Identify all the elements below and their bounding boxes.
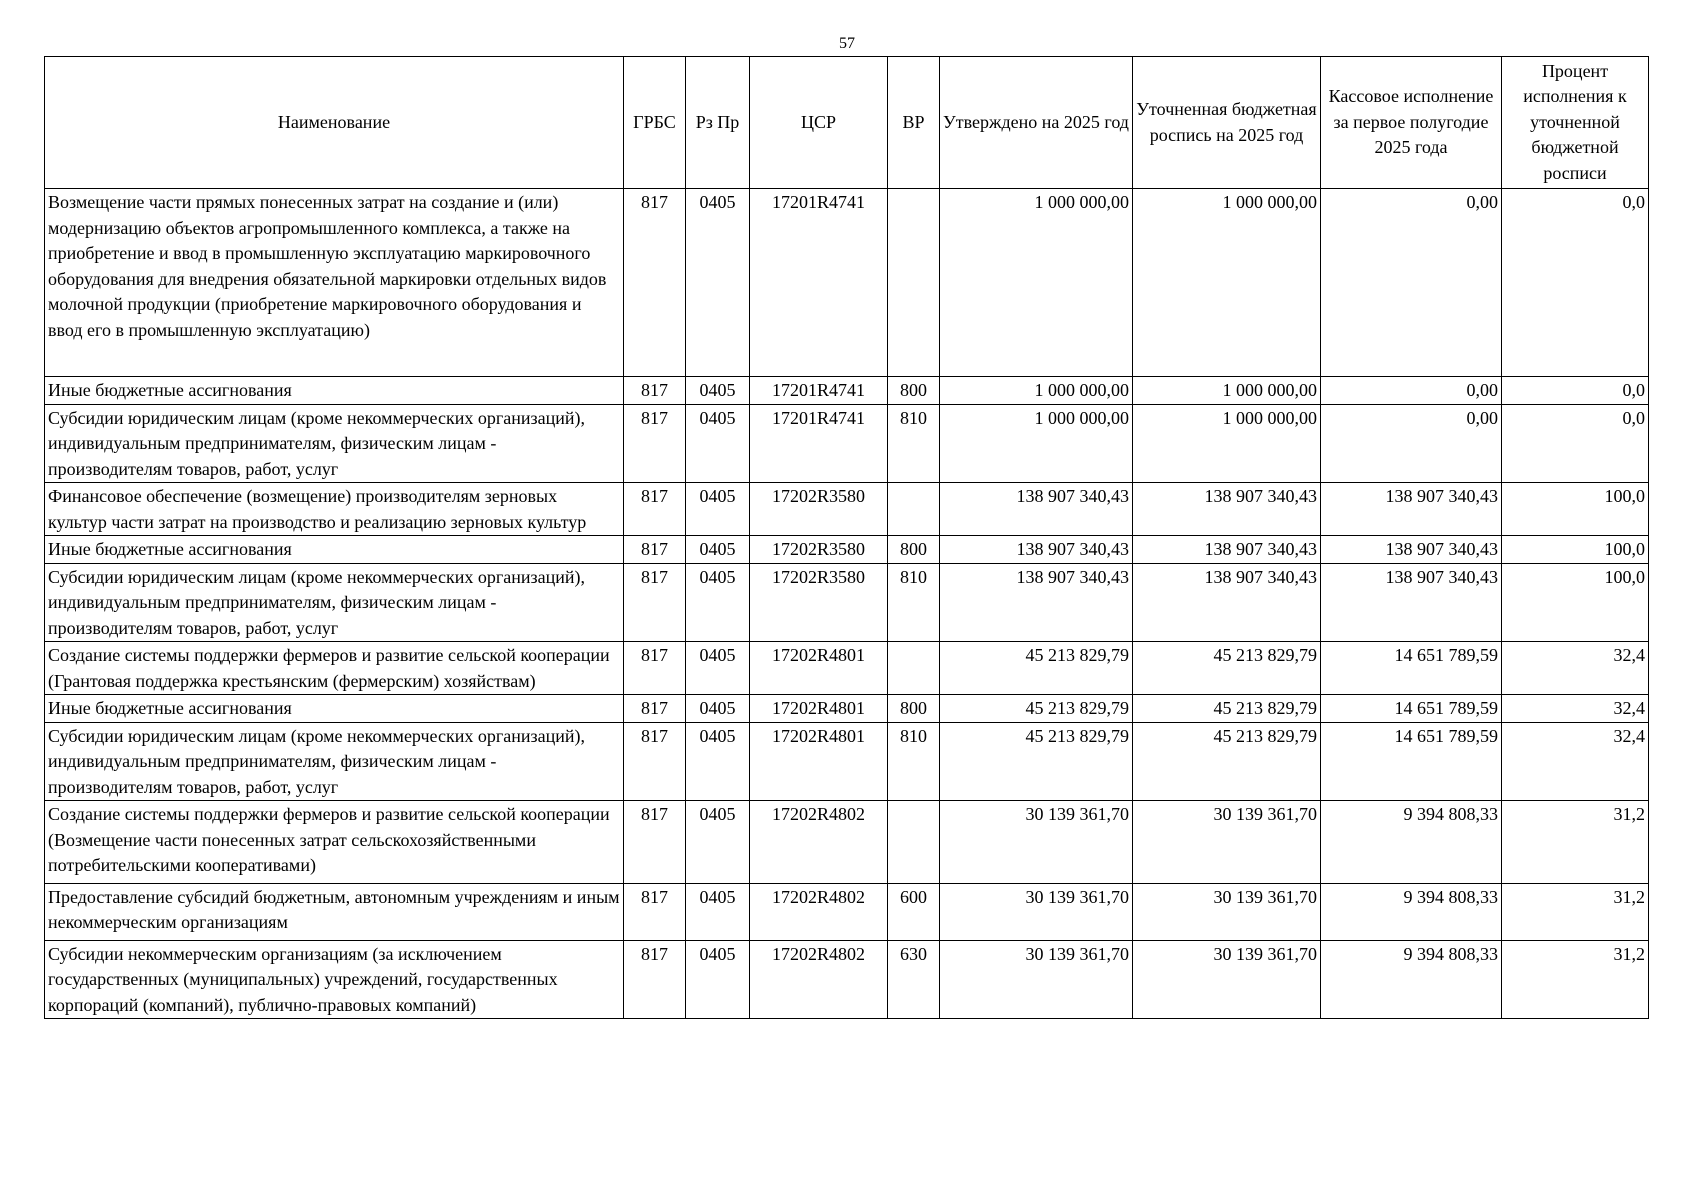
- cell-rzpr: 0405: [686, 883, 750, 940]
- cell-csr: 17201R4741: [750, 377, 888, 405]
- cell-grbs: 817: [624, 883, 686, 940]
- header-name: Наименование: [45, 57, 624, 189]
- cell-rzpr: 0405: [686, 404, 750, 483]
- cell-csr: 17201R4741: [750, 404, 888, 483]
- cell-percent: 32,4: [1502, 642, 1649, 695]
- cell-cash: 138 907 340,43: [1321, 483, 1502, 536]
- cell-rzpr: 0405: [686, 536, 750, 564]
- cell-cash: 9 394 808,33: [1321, 940, 1502, 1019]
- cell-vr: 810: [888, 563, 940, 642]
- cell-percent: 100,0: [1502, 483, 1649, 536]
- cell-grbs: 817: [624, 695, 686, 723]
- cell-vr: 810: [888, 404, 940, 483]
- cell-percent: 32,4: [1502, 722, 1649, 801]
- cell-grbs: 817: [624, 536, 686, 564]
- cell-percent: 31,2: [1502, 883, 1649, 940]
- cell-approved: 45 213 829,79: [940, 695, 1133, 723]
- cell-cash: 0,00: [1321, 189, 1502, 377]
- cell-approved: 30 139 361,70: [940, 801, 1133, 884]
- cell-cash: 14 651 789,59: [1321, 695, 1502, 723]
- cell-csr: 17202R4802: [750, 940, 888, 1019]
- cell-rzpr: 0405: [686, 940, 750, 1019]
- cell-approved: 1 000 000,00: [940, 377, 1133, 405]
- cell-csr: 17202R4801: [750, 695, 888, 723]
- cell-cash: 0,00: [1321, 377, 1502, 405]
- cell-grbs: 817: [624, 189, 686, 377]
- cell-rzpr: 0405: [686, 563, 750, 642]
- cell-name: Субсидии некоммерческим организациям (за исключением государственных (муниципальных) учреждений, государственных корпораций (компаний), публично-правовых компаний): [45, 940, 624, 1019]
- cell-name: Возмещение части прямых понесенных затрат на создание и (или) модернизацию объектов агропромышленного комплекса, а также на приобретение и ввод в промышленную эксплуатацию маркировочного оборудования для внедрения обязательной маркировки отдельных видов молочной продукции (приобретение маркировочного оборудования и ввод его в промышленную эксплуатацию): [45, 189, 624, 377]
- cell-grbs: 817: [624, 483, 686, 536]
- cell-vr: [888, 642, 940, 695]
- cell-approved: 30 139 361,70: [940, 940, 1133, 1019]
- header-percent: Процент исполнения к уточненной бюджетной росписи: [1502, 57, 1649, 189]
- table-row: [45, 695, 1649, 723]
- cell-vr: 800: [888, 536, 940, 564]
- cell-csr: 17202R3580: [750, 536, 888, 564]
- header-approved: Утверждено на 2025 год: [940, 57, 1133, 189]
- cell-rzpr: 0405: [686, 377, 750, 405]
- cell-percent: 0,0: [1502, 189, 1649, 377]
- cell-cash: 138 907 340,43: [1321, 563, 1502, 642]
- cell-percent: 0,0: [1502, 377, 1649, 405]
- table-row: [45, 883, 1649, 940]
- table-row: [45, 377, 1649, 405]
- cell-grbs: 817: [624, 377, 686, 405]
- cell-cash: 138 907 340,43: [1321, 536, 1502, 564]
- header-rzpr: Рз Пр: [686, 57, 750, 189]
- table-row: [45, 404, 1649, 483]
- cell-cash: 14 651 789,59: [1321, 722, 1502, 801]
- cell-refined: 138 907 340,43: [1133, 483, 1321, 536]
- cell-vr: 800: [888, 695, 940, 723]
- cell-cash: 9 394 808,33: [1321, 801, 1502, 884]
- cell-approved: 45 213 829,79: [940, 722, 1133, 801]
- table-row: [45, 940, 1649, 1019]
- cell-name: Иные бюджетные ассигнования: [45, 536, 624, 564]
- cell-name: Иные бюджетные ассигнования: [45, 695, 624, 723]
- cell-cash: 0,00: [1321, 404, 1502, 483]
- cell-approved: 138 907 340,43: [940, 563, 1133, 642]
- cell-vr: [888, 483, 940, 536]
- cell-refined: 30 139 361,70: [1133, 940, 1321, 1019]
- cell-grbs: 817: [624, 404, 686, 483]
- cell-csr: 17201R4741: [750, 189, 888, 377]
- cell-vr: 800: [888, 377, 940, 405]
- cell-approved: 1 000 000,00: [940, 189, 1133, 377]
- cell-refined: 138 907 340,43: [1133, 536, 1321, 564]
- cell-csr: 17202R4801: [750, 642, 888, 695]
- cell-percent: 31,2: [1502, 940, 1649, 1019]
- cell-grbs: 817: [624, 722, 686, 801]
- cell-name: Иные бюджетные ассигнования: [45, 377, 624, 405]
- header-grbs: ГРБС: [624, 57, 686, 189]
- cell-name: Субсидии юридическим лицам (кроме некоммерческих организаций), индивидуальным предпринимателям, физическим лицам - производителям товаров, работ, услуг: [45, 563, 624, 642]
- table-row: [45, 722, 1649, 801]
- header-vr: ВР: [888, 57, 940, 189]
- cell-rzpr: 0405: [686, 189, 750, 377]
- cell-refined: 1 000 000,00: [1133, 377, 1321, 405]
- page-number: 57: [839, 35, 855, 52]
- cell-name: Создание системы поддержки фермеров и развитие сельской кооперации (Возмещение части понесенных затрат сельскохозяйственными потребительскими кооперативами): [45, 801, 624, 884]
- cell-name: Создание системы поддержки фермеров и развитие сельской кооперации (Грантовая поддержка крестьянским (фермерским) хозяйствам): [45, 642, 624, 695]
- cell-csr: 17202R4801: [750, 722, 888, 801]
- cell-refined: 1 000 000,00: [1133, 404, 1321, 483]
- table-row: [45, 801, 1649, 884]
- cell-csr: 17202R3580: [750, 563, 888, 642]
- cell-csr: 17202R4802: [750, 801, 888, 884]
- cell-cash: 14 651 789,59: [1321, 642, 1502, 695]
- cell-rzpr: 0405: [686, 722, 750, 801]
- cell-refined: 45 213 829,79: [1133, 642, 1321, 695]
- cell-approved: 1 000 000,00: [940, 404, 1133, 483]
- table-row: [45, 642, 1649, 695]
- cell-percent: 100,0: [1502, 536, 1649, 564]
- cell-rzpr: 0405: [686, 695, 750, 723]
- cell-approved: 30 139 361,70: [940, 883, 1133, 940]
- cell-grbs: 817: [624, 940, 686, 1019]
- cell-percent: 0,0: [1502, 404, 1649, 483]
- cell-vr: 810: [888, 722, 940, 801]
- cell-approved: 45 213 829,79: [940, 642, 1133, 695]
- cell-rzpr: 0405: [686, 642, 750, 695]
- table-row: [45, 563, 1649, 642]
- cell-refined: 1 000 000,00: [1133, 189, 1321, 377]
- cell-approved: 138 907 340,43: [940, 536, 1133, 564]
- cell-percent: 31,2: [1502, 801, 1649, 884]
- cell-approved: 138 907 340,43: [940, 483, 1133, 536]
- cell-name: Предоставление субсидий бюджетным, автономным учреждениям и иным некоммерческим организациям: [45, 883, 624, 940]
- cell-percent: 32,4: [1502, 695, 1649, 723]
- budget-table: [44, 56, 1649, 1019]
- header-refined: Уточненная бюджетная роспись на 2025 год: [1133, 57, 1321, 189]
- cell-vr: [888, 801, 940, 884]
- cell-name: Финансовое обеспечение (возмещение) производителям зерновых культур части затрат на производство и реализацию зерновых культур: [45, 483, 624, 536]
- cell-vr: 600: [888, 883, 940, 940]
- cell-name: Субсидии юридическим лицам (кроме некоммерческих организаций), индивидуальным предпринимателям, физическим лицам - производителям товаров, работ, услуг: [45, 404, 624, 483]
- cell-rzpr: 0405: [686, 801, 750, 884]
- cell-name: Субсидии юридическим лицам (кроме некоммерческих организаций), индивидуальным предпринимателям, физическим лицам - производителям товаров, работ, услуг: [45, 722, 624, 801]
- cell-refined: 30 139 361,70: [1133, 801, 1321, 884]
- cell-csr: 17202R4802: [750, 883, 888, 940]
- cell-cash: 9 394 808,33: [1321, 883, 1502, 940]
- cell-grbs: 817: [624, 642, 686, 695]
- cell-refined: 138 907 340,43: [1133, 563, 1321, 642]
- cell-csr: 17202R3580: [750, 483, 888, 536]
- cell-grbs: 817: [624, 801, 686, 884]
- cell-refined: 45 213 829,79: [1133, 722, 1321, 801]
- cell-refined: 30 139 361,70: [1133, 883, 1321, 940]
- header-row: [45, 57, 1649, 189]
- cell-rzpr: 0405: [686, 483, 750, 536]
- table-row: [45, 483, 1649, 536]
- table-row: [45, 536, 1649, 564]
- cell-vr: [888, 189, 940, 377]
- cell-vr: 630: [888, 940, 940, 1019]
- header-csr: ЦСР: [750, 57, 888, 189]
- header-cash: Кассовое исполнение за первое полугодие 2025 года: [1321, 57, 1502, 189]
- cell-grbs: 817: [624, 563, 686, 642]
- table-row: [45, 189, 1649, 377]
- cell-percent: 100,0: [1502, 563, 1649, 642]
- cell-refined: 45 213 829,79: [1133, 695, 1321, 723]
